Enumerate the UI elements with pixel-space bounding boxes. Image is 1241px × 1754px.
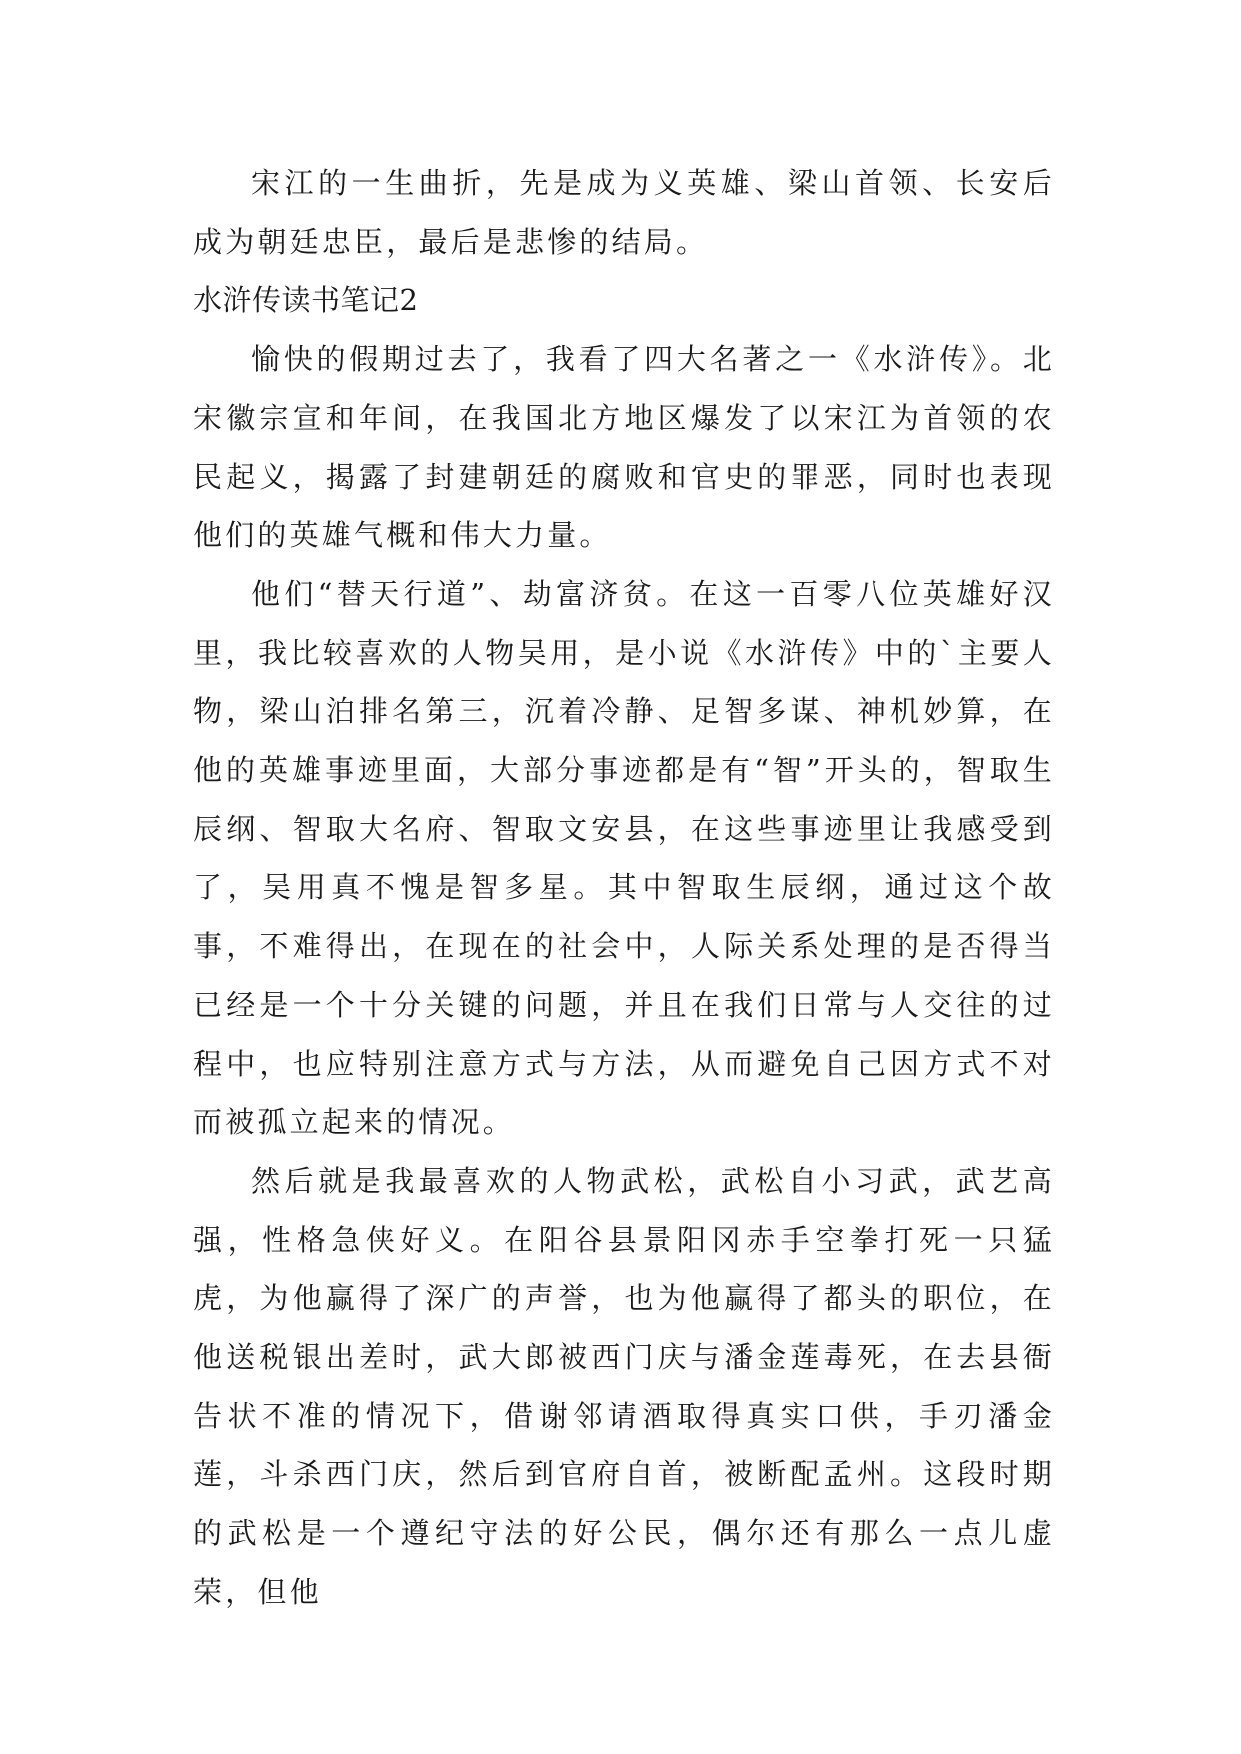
paragraph-wu-song: 然后就是我最喜欢的人物武松，武松自小习武，武艺高强，性格急侠好义。在阳谷县景阳冈赤手空拳打死一只猛虎，为他赢得了深广的声誉，也为他赢得了都头的职位，在他送税银出差时，武大郎被西门庆与潘金莲毒死，在去县衙告状不准的情况下，借谢邻请酒取得真实口供，手刃潘金莲，斗杀西门庆，然后到官府自首，被断配孟州。这段时期的武松是一个遵纪守法的好公民，偶尔还有那么一点儿虚荣，但他 <box>193 1163 1055 1609</box>
section-heading: 水浒传读书笔记2 <box>193 283 419 318</box>
document-page <box>193 154 1055 1622</box>
paragraph-wu-yong: 他们“替天行道”、劫富济贫。在这一百零八位英雄好汉里，我比较喜欢的人物吴用，是小说《水浒传》中的`主要人物，梁山泊排名第三，沉着冷静、足智多谋、神机妙算，在他的英雄事迹里面，大部分事迹都是有“智”开头的，智取生辰纲、智取大名府、智取文安县，在这些事迹里让我感受到了，吴用真不愧是智多星。其中智取生辰纲，通过这个故事，不难得出，在现在的社会中，人际关系处理的是否得当已经是一个十分关键的问题，并且在我们日常与人交往的过程中，也应特别注意方式与方法，从而避免自己因方式不对而被孤立起来的情况。 <box>193 576 1055 1140</box>
paragraph-song-jiang-ending: 宋江的一生曲折，先是成为义英雄、梁山首领、长安后成为朝廷忠臣，最后是悲惨的结局。 <box>193 166 1055 259</box>
paragraph-intro: 愉快的假期过去了，我看了四大名著之一《水浒传》。北宋徽宗宣和年间，在我国北方地区爆发了以宋江为首领的农民起义，揭露了封建朝廷的腐败和官史的罪恶，同时也表现他们的英雄气概和伟大力量。 <box>193 342 1055 553</box>
